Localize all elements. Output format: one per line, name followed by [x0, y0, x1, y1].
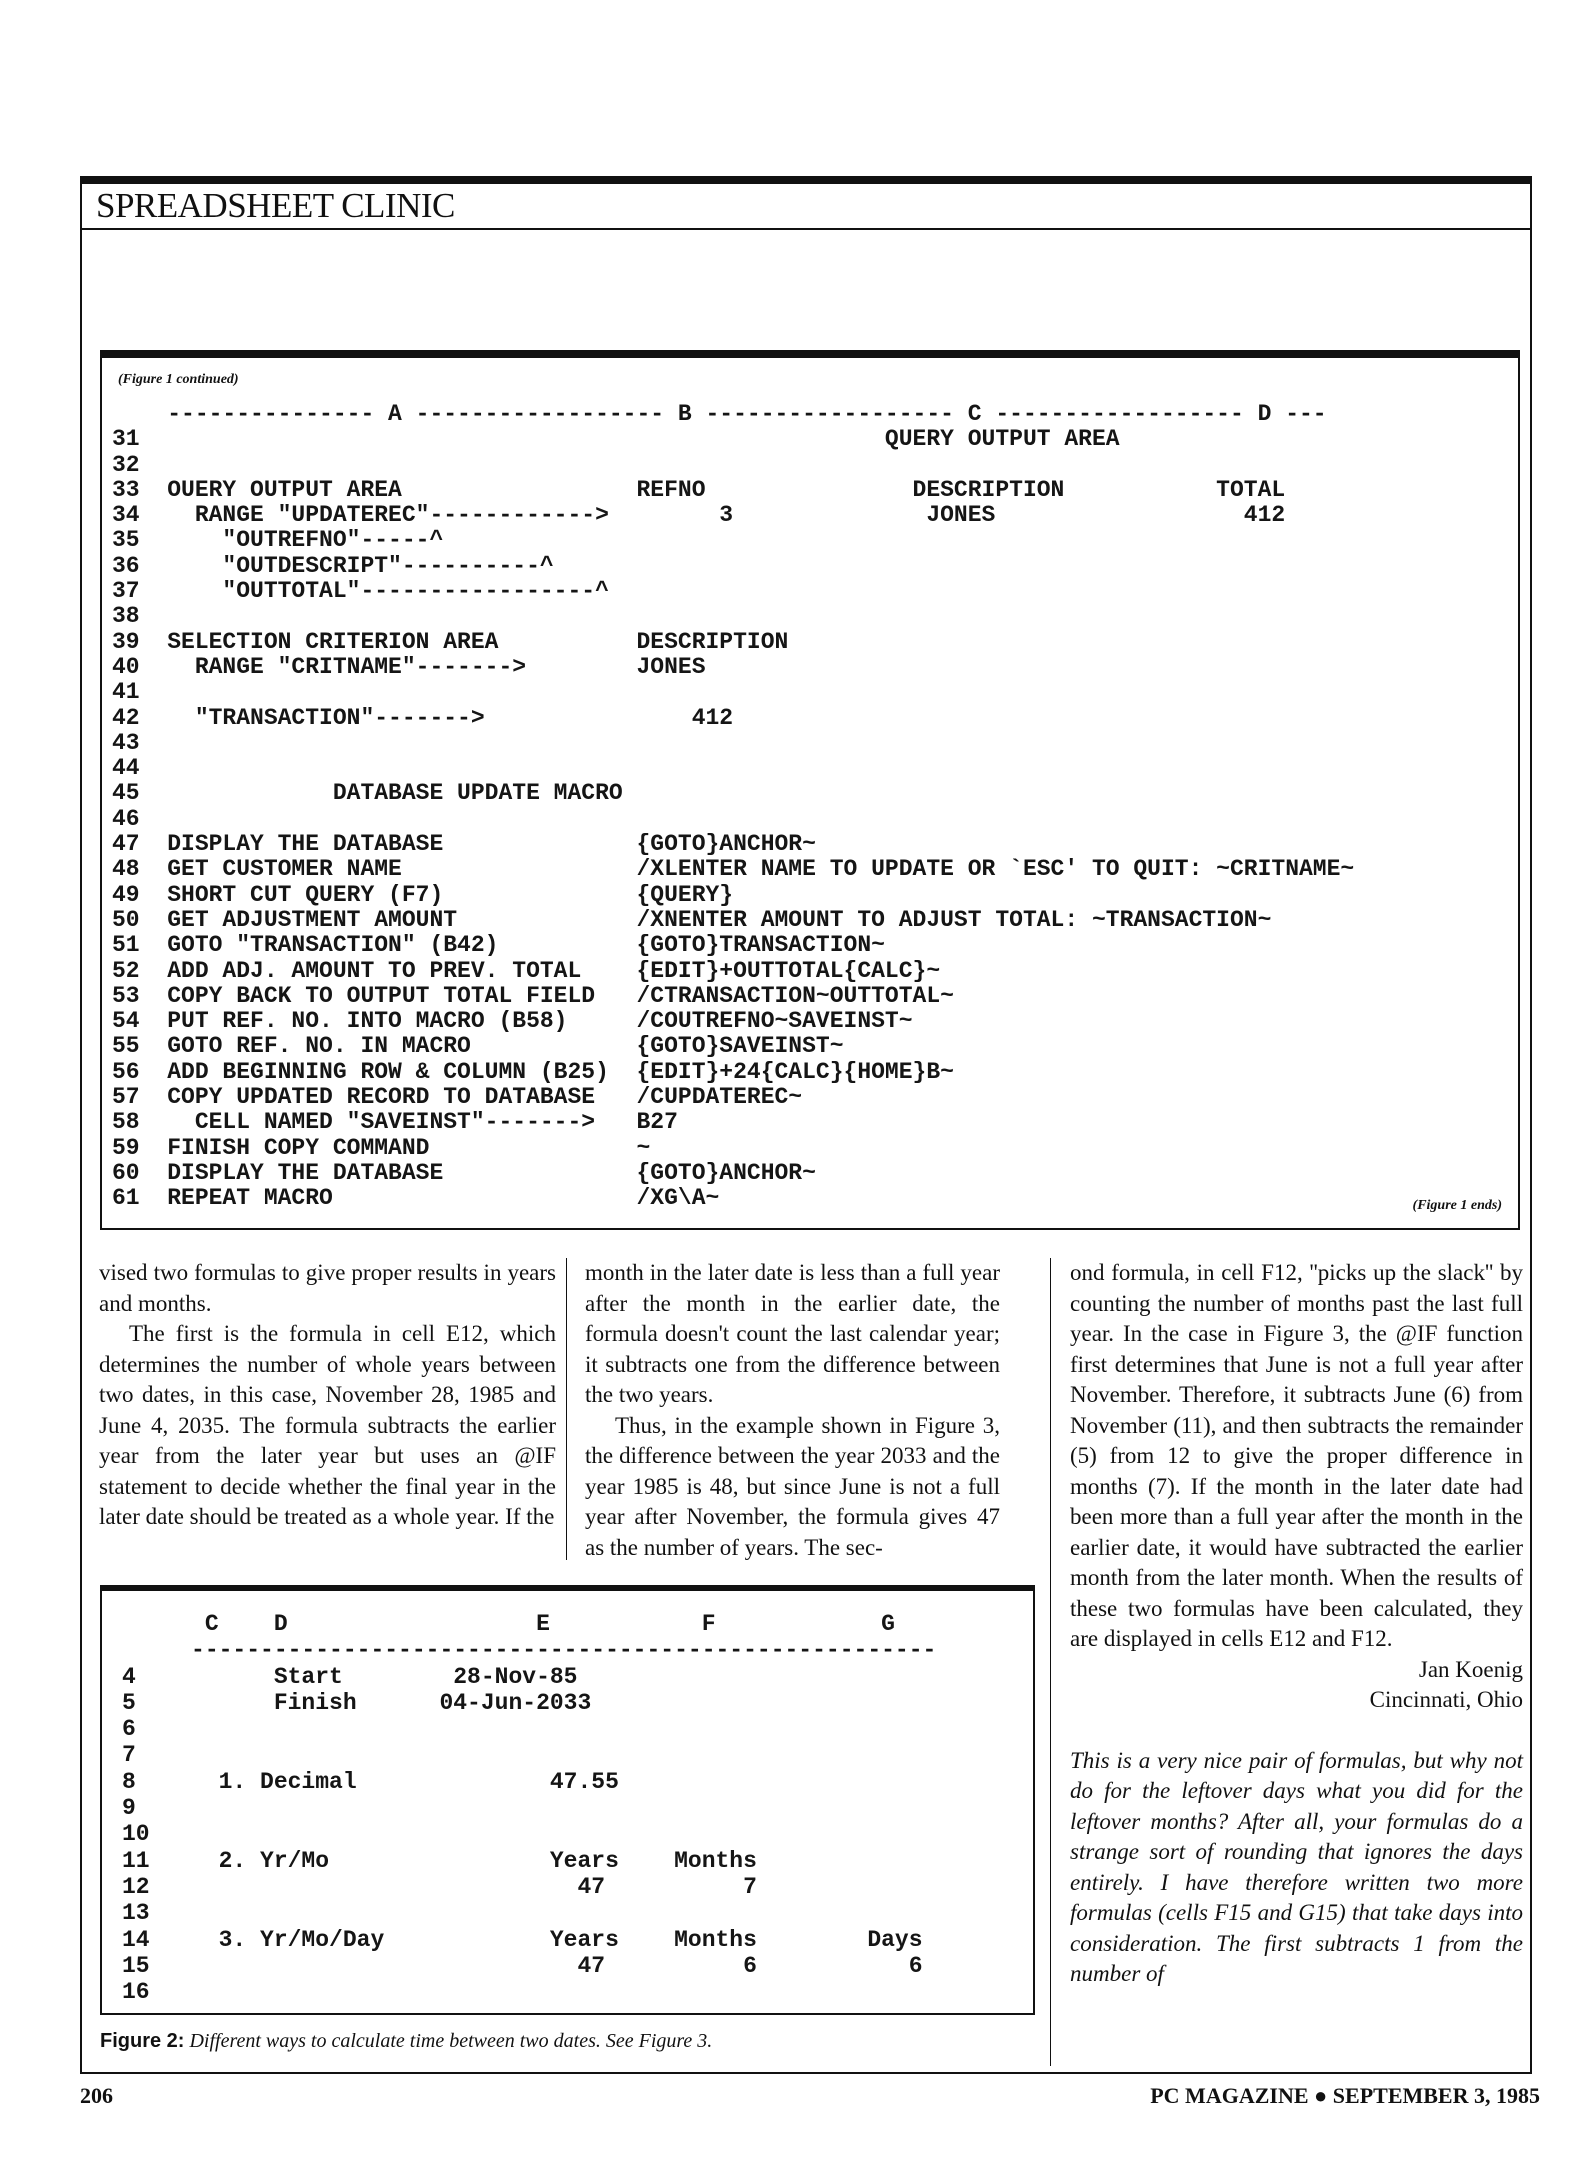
grid-row: 12 47 7	[122, 1873, 757, 1900]
grid-row: 13	[122, 1900, 150, 1927]
figure-1-code	[112, 402, 1354, 1212]
code-line: 47 DISPLAY THE DATABASE {GOTO}ANCHOR~	[112, 831, 816, 858]
code-line: 60 DISPLAY THE DATABASE {GOTO}ANCHOR~	[112, 1159, 816, 1186]
column-divider	[566, 1258, 567, 1560]
article-column-1	[99, 1258, 556, 1533]
code-line: 40 RANGE "CRITNAME"-------> JONES	[112, 653, 706, 680]
grid-row: ------------------------------------------------------	[122, 1637, 937, 1664]
code-line: 61 REPEAT MACRO /XG\A~	[112, 1185, 720, 1212]
code-line: 44	[112, 755, 140, 782]
figure-2-caption-text: Different ways to calculate time between two dates. See Figure 3.	[189, 2030, 713, 2052]
code-line: 39 SELECTION CRITERION AREA DESCRIPTION	[112, 628, 789, 655]
code-line: 41	[112, 679, 140, 706]
grid-row: 9	[122, 1795, 136, 1822]
grid-row: 15 47 6 6	[122, 1952, 923, 1979]
paragraph: month in the later date is less than a full year after the month in the earlier date, the formula doesn't count the last calendar year; it subtracts one from the difference between the two years.	[585, 1260, 1000, 1407]
section-title: SPREADSHEET CLINIC	[96, 186, 455, 225]
code-line: 34 RANGE "UPDATEREC"------------> 3 JONES 412	[112, 502, 1286, 529]
grid-row: 14 3. Yr/Mo/Day Years Months Days	[122, 1926, 923, 1953]
article-column-3	[1070, 1258, 1523, 1990]
code-line: 36 "OUTDESCRIPT"----------^	[112, 552, 554, 579]
paragraph: ond formula, in cell F12, ''picks up the slack'' by counting the number of months past the last full year. In the case in Figure 3, the @IF function first determines that June is not a full year after November. Therefore, it subtracts June (6) from November (11), and then subtracts the remainder (5) from 12 to give the proper difference in months (7). If the month in the later date had been more than a full year after the month in the earlier date, it would have subtracted the earlier month from the later month. When the results of these two formulas have been calculated, they are displayed in cells E12 and F12.	[1070, 1260, 1523, 1651]
grid-row: C D E F G	[122, 1611, 895, 1637]
code-line: 55 GOTO REF. NO. IN MACRO {GOTO}SAVEINST~	[112, 1033, 844, 1060]
code-line: 51 GOTO "TRANSACTION" (B42) {GOTO}TRANSACTION~	[112, 932, 885, 959]
code-line: 45 DATABASE UPDATE MACRO	[112, 780, 623, 807]
page-number: 206	[80, 2083, 113, 2108]
code-line: 49 SHORT CUT QUERY (F7) {QUERY}	[112, 881, 734, 908]
code-line: 37 "OUTTOTAL"-----------------^	[112, 578, 609, 605]
paragraph: Thus, in the example shown in Figure 3, the difference between the year 2033 and the year 1985 is 48, but since June is not a full year after November, the formula gives 47 as the number of years. The sec-	[585, 1412, 1000, 1560]
grid-row: 5 Finish 04-Jun-2033	[122, 1689, 592, 1716]
code-line: 46	[112, 805, 140, 832]
code-line: 42 "TRANSACTION"-------> 412	[112, 704, 734, 731]
editor-reply: This is a very nice pair of formulas, but why not do for the leftover days what you did for the leftover months? After all, your formulas do a strange sort of rounding that ignores the days entirely. I have therefore written two more formulas (cells F15 and G15) that take days into consideration. The first subtracts 1 from the number of	[1070, 1747, 1523, 1986]
grid-row: 7	[122, 1742, 136, 1769]
code-line: 59 FINISH COPY COMMAND ~	[112, 1134, 651, 1161]
signature-place: Cincinnati, Ohio	[1369, 1687, 1523, 1712]
figure-2-grid	[122, 1611, 936, 2005]
article-column-2	[585, 1258, 1000, 1563]
grid-row: 6	[122, 1716, 136, 1743]
grid-row: 16	[122, 1979, 150, 2006]
column-divider	[1050, 1258, 1051, 2066]
code-line: 33 OUERY OUTPUT AREA REFNO DESCRIPTION TOTAL	[112, 476, 1286, 503]
page-frame-left	[80, 176, 82, 2074]
page-frame-right	[1530, 176, 1532, 2074]
code-line: 56 ADD BEGINNING ROW & COLUMN (B25) {EDIT}+24{CALC}{HOME}B~	[112, 1058, 954, 1085]
figure-1-continued-label: (Figure 1 continued)	[118, 372, 239, 387]
code-line: 52 ADD ADJ. AMOUNT TO PREV. TOTAL {EDIT}+OUTTOTAL{CALC}~	[112, 957, 941, 984]
code-line: 31 QUERY OUTPUT AREA	[112, 426, 1120, 453]
code-line: 58 CELL NAMED "SAVEINST"-------> B27	[112, 1109, 678, 1136]
figure-2-spreadsheet	[100, 1585, 1035, 2015]
grid-row: 4 Start 28-Nov-85	[122, 1663, 578, 1690]
code-line: 38	[112, 603, 140, 630]
signature-name: Jan Koenig	[1418, 1656, 1523, 1682]
figure-1-ends-label: (Figure 1 ends)	[1412, 1198, 1502, 1213]
publication-line: PC MAGAZINE ● SEPTEMBER 3, 1985	[1150, 2083, 1540, 2108]
paragraph: vised two formulas to give proper results in years and months.	[99, 1260, 556, 1316]
code-line: 43	[112, 729, 140, 756]
grid-row: 8 1. Decimal 47.55	[122, 1768, 619, 1795]
code-line: 48 GET CUSTOMER NAME /XLENTER NAME TO UPDATE OR `ESC' TO QUIT: ~CRITNAME~	[112, 856, 1355, 883]
code-line: --------------- A ------------------ B ------------------ C ------------------ D ---	[112, 401, 1327, 427]
code-line: 50 GET ADJUSTMENT AMOUNT /XNENTER AMOUNT TO ADJUST TOTAL: ~TRANSACTION~	[112, 906, 1272, 933]
paragraph: The first is the formula in cell E12, which determines the number of whole years between two dates, in this case, November 28, 1985 and June 4, 2035. The formula subtracts the earlier year from the later year but uses an @IF statement to decide whether the final year in the later date should be treated as a whole year. If the	[99, 1321, 556, 1529]
code-line: 32	[112, 451, 140, 478]
page-frame-bottom	[80, 2072, 1532, 2074]
code-line: 54 PUT REF. NO. INTO MACRO (B58) /COUTREFNO~SAVEINST~	[112, 1008, 913, 1035]
code-line: 35 "OUTREFNO"-----^	[112, 527, 444, 554]
code-line: 57 COPY UPDATED RECORD TO DATABASE /CUPDATEREC~	[112, 1084, 803, 1111]
figure-2-caption-label: Figure 2:	[100, 2030, 185, 2052]
code-line: 53 COPY BACK TO OUTPUT TOTAL FIELD /CTRANSACTION~OUTTOTAL~	[112, 982, 954, 1009]
figure-1-listing	[100, 350, 1520, 1230]
grid-row: 11 2. Yr/Mo Years Months	[122, 1847, 757, 1874]
figure-2-caption	[100, 2030, 712, 2053]
grid-row: 10	[122, 1821, 150, 1848]
